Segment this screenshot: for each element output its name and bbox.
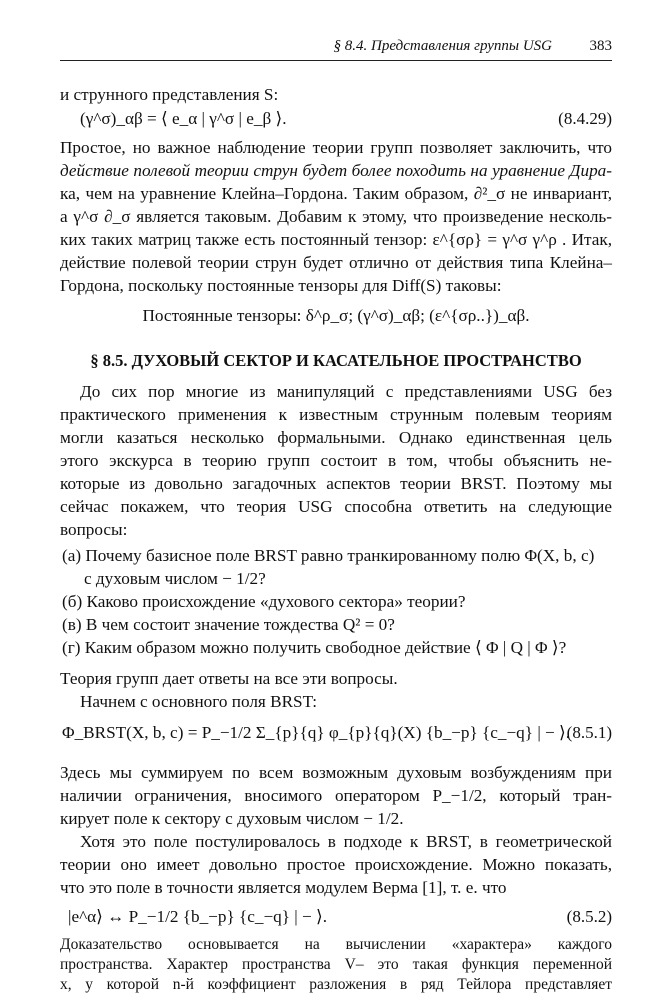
text-line: действие полевой теории струн будет более походить на уравнение Дира- [60, 161, 612, 180]
text-line: и струнного представления S: [60, 85, 279, 104]
text-line: могли казаться несколько формальными. Однако единственная цель [60, 428, 612, 447]
question-d: (г) Каким образом можно получить свободное действие ⟨ Φ | Q | Φ ⟩? [62, 638, 567, 657]
text-line: практического применения к известным струнным полевым теориям [60, 405, 612, 424]
page-number: 383 [589, 38, 612, 54]
text-line-overflow [60, 994, 612, 995]
text-line: кирует поле к сектору с духовым числом − 1/2. [60, 809, 404, 828]
text-line: Доказательство основывается на вычислении «характера» каждого [60, 936, 612, 953]
text-line: ка, чем на уравнение Клейна–Гордона. Таким образом, ∂²_σ не инвариант, [60, 184, 612, 203]
text-line: пространства. Характер пространства V– это такая функция переменной [60, 956, 612, 973]
text-line: что это поле в точности является модулем Верма [1], т. е. что [60, 878, 507, 897]
equation-number: (8.5.1) [566, 723, 612, 742]
equation-8-5-2: |e^α⟩ ↔ P_−1/2 {b_−p} {c_−q} | − ⟩. [68, 907, 328, 926]
running-header [60, 38, 612, 61]
question-a: (а) Почему базисное поле BRST равно транкированному полю Φ(X, b, c) [62, 546, 595, 565]
text-line: которые из довольно загадочных аспектов теории BRST. Поэтому мы [60, 474, 612, 493]
text-line: а γ^σ ∂_σ является таковым. Добавим к этому, что произведение несколь- [60, 207, 612, 226]
equation-8-5-1: Φ_BRST(X, b, c) = P_−1/2 Σ_{p}{q} φ_{p}{q}(X) {b_−p} {c_−q} | − ⟩. [62, 723, 571, 742]
text-line: этого экскурса в теорию групп состоит в том, чтобы объяснить не- [60, 451, 612, 470]
text-line: сейчас покажем, что теория USG способна ответить на следующие [60, 497, 612, 516]
section-heading: § 8.5. ДУХОВЫЙ СЕКТОР И КАСАТЕЛЬНОЕ ПРОСТРАНСТВО [90, 351, 582, 370]
header-title: § 8.4. Представления группы USG [333, 38, 552, 54]
text-line: Теория групп дает ответы на все эти вопросы. [60, 669, 398, 688]
text-line: Простое, но важное наблюдение теории групп позволяет заключить, что [60, 138, 612, 157]
text-line: теории оно имеет довольно простое происхождение. Можно показать, [60, 855, 612, 874]
question-a-continued: с духовым числом − 1/2? [84, 569, 266, 588]
text-line: Начнем с основного поля BRST: [80, 692, 318, 711]
equation-number: (8.5.2) [566, 907, 612, 926]
text-line: наличии ограничения, вносимого оператором P_−1/2, который тран- [60, 786, 612, 805]
text-line: До сих пор многие из манипуляций с представлениями USG без [80, 382, 612, 401]
text-line: вопросы: [60, 520, 128, 539]
question-b: (б) Каково происхождение «духового сектора» теории? [62, 592, 466, 611]
text-line: ких таких матриц также есть постоянный тензор: ε^{σρ} = γ^σ γ^ρ . Итак, [60, 230, 612, 249]
equation-8-5-3 [68, 998, 82, 999]
equation-number [609, 998, 612, 999]
text-line: Здесь мы суммируем по всем возможным духовым возбуждениям при [60, 763, 612, 782]
constant-tensors-formula: Постоянные тензоры: δ^ρ_σ; (γ^σ)_αβ; (ε^{σρ..})_αβ. [142, 306, 530, 325]
equation-8-4-29: (γ^σ)_αβ = ⟨ e_α | γ^σ | e_β ⟩. [80, 109, 287, 128]
question-c: (в) В чем состоит значение тождества Q² = 0? [62, 615, 395, 634]
equation-number: (8.4.29) [558, 109, 612, 128]
text-line: Гордона, поскольку постоянные тензоры для Diff(S) таковы: [60, 276, 502, 295]
text-line: x, у которой n-й коэффициент разложения в ряд Тейлора представляет [60, 976, 612, 993]
text-line: действие полевой теории струн будет отлично от действия типа Клейна– [60, 253, 612, 272]
text-line: Хотя это поле постулировалось в подходе к BRST, в геометрической [80, 832, 612, 851]
